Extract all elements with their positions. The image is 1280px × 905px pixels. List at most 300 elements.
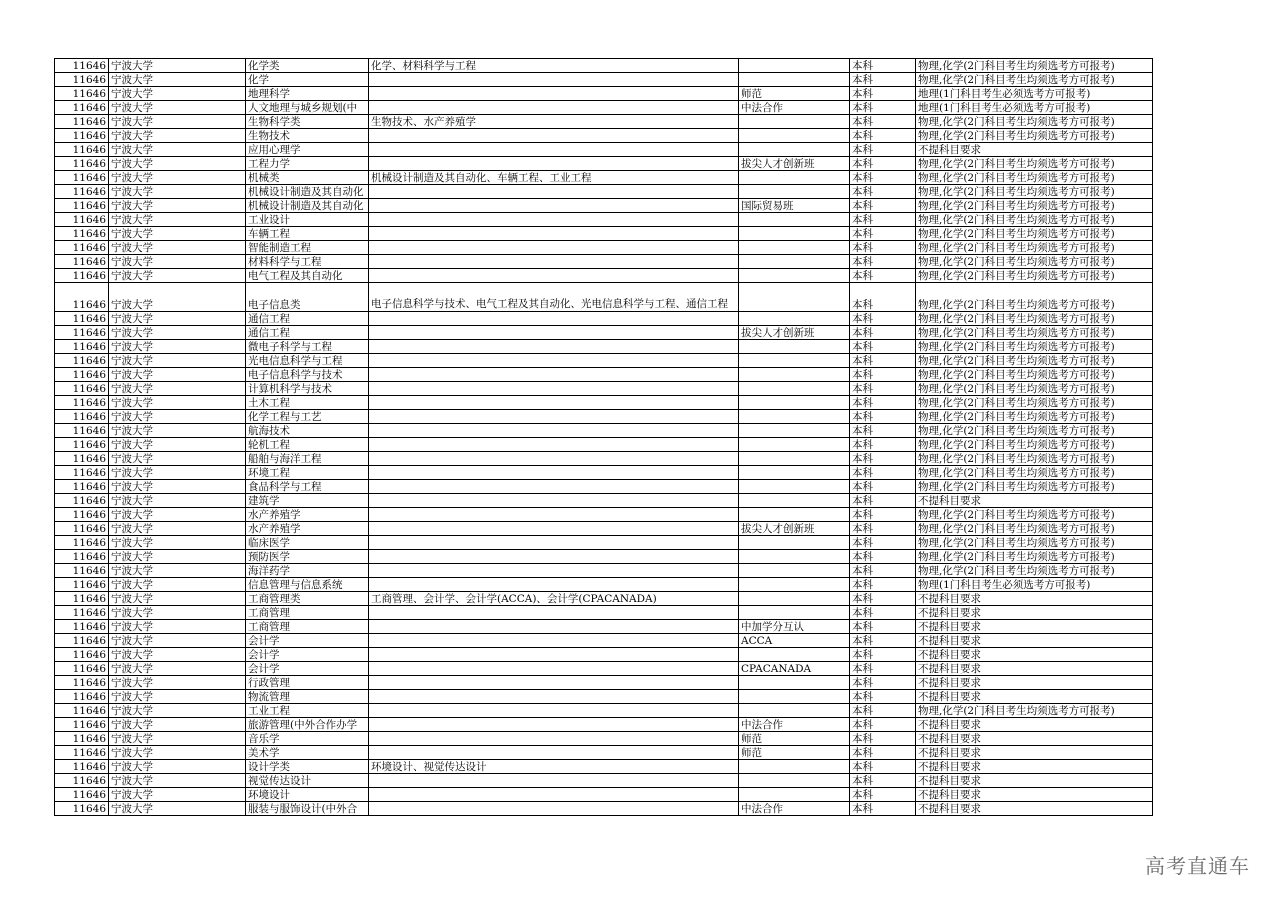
- school-name-cell: 宁波大学: [109, 410, 246, 424]
- table-row: [55, 382, 1153, 396]
- subject-requirement-cell: 物理,化学(2门科目考生均须选考方可报考): [916, 283, 1153, 312]
- table-row: [55, 241, 1153, 255]
- subject-requirement-cell: 物理,化学(2门科目考生均须选考方可报考): [916, 185, 1153, 199]
- table-row: [55, 452, 1153, 466]
- level-cell: 本科: [850, 774, 916, 788]
- school-name-cell: 宁波大学: [109, 396, 246, 410]
- major-name-cell: 生物科学类: [246, 115, 369, 129]
- remark-cell: [739, 171, 850, 185]
- school-code-cell: 11646: [55, 690, 109, 704]
- school-name-cell: 宁波大学: [109, 634, 246, 648]
- subject-requirement-cell: 不提科目要求: [916, 634, 1153, 648]
- included-majors-cell: 机械设计制造及其自动化、车辆工程、工业工程: [369, 171, 739, 185]
- level-cell: 本科: [850, 732, 916, 746]
- table-row: [55, 424, 1153, 438]
- remark-cell: [739, 648, 850, 662]
- remark-cell: [739, 424, 850, 438]
- level-cell: 本科: [850, 326, 916, 340]
- included-majors-cell: [369, 732, 739, 746]
- level-cell: 本科: [850, 564, 916, 578]
- school-name-cell: 宁波大学: [109, 199, 246, 213]
- school-name-cell: 宁波大学: [109, 185, 246, 199]
- table-row: [55, 522, 1153, 536]
- level-cell: 本科: [850, 157, 916, 171]
- level-cell: 本科: [850, 283, 916, 312]
- table-row: [55, 438, 1153, 452]
- subject-requirement-cell: 物理,化学(2门科目考生均须选考方可报考): [916, 466, 1153, 480]
- school-name-cell: 宁波大学: [109, 452, 246, 466]
- school-code-cell: 11646: [55, 115, 109, 129]
- remark-cell: [739, 59, 850, 73]
- school-code-cell: 11646: [55, 354, 109, 368]
- table-row: [55, 676, 1153, 690]
- included-majors-cell: [369, 746, 739, 760]
- remark-cell: [739, 774, 850, 788]
- level-cell: 本科: [850, 213, 916, 227]
- level-cell: 本科: [850, 760, 916, 774]
- level-cell: 本科: [850, 620, 916, 634]
- remark-cell: [739, 760, 850, 774]
- included-majors-cell: [369, 269, 739, 283]
- remark-cell: [739, 340, 850, 354]
- remark-cell: 中法合作: [739, 718, 850, 732]
- major-name-cell: 电子信息科学与技术: [246, 368, 369, 382]
- included-majors-cell: [369, 508, 739, 522]
- table-row: [55, 802, 1153, 816]
- subject-requirement-cell: 不提科目要求: [916, 494, 1153, 508]
- remark-cell: [739, 508, 850, 522]
- school-code-cell: 11646: [55, 508, 109, 522]
- school-code-cell: 11646: [55, 746, 109, 760]
- level-cell: 本科: [850, 410, 916, 424]
- level-cell: 本科: [850, 340, 916, 354]
- major-name-cell: 材料科学与工程: [246, 255, 369, 269]
- table-row: [55, 199, 1153, 213]
- subject-requirement-cell: 物理,化学(2门科目考生均须选考方可报考): [916, 508, 1153, 522]
- remark-cell: [739, 213, 850, 227]
- included-majors-cell: [369, 690, 739, 704]
- school-code-cell: 11646: [55, 157, 109, 171]
- major-name-cell: 临床医学: [246, 536, 369, 550]
- included-majors-cell: [369, 87, 739, 101]
- remark-cell: [739, 129, 850, 143]
- subject-requirement-cell: 不提科目要求: [916, 662, 1153, 676]
- school-code-cell: 11646: [55, 550, 109, 564]
- included-majors-cell: [369, 564, 739, 578]
- table-row: [55, 690, 1153, 704]
- level-cell: 本科: [850, 185, 916, 199]
- table-row: [55, 634, 1153, 648]
- school-code-cell: 11646: [55, 578, 109, 592]
- major-name-cell: 车辆工程: [246, 227, 369, 241]
- level-cell: 本科: [850, 592, 916, 606]
- major-name-cell: 化学工程与工艺: [246, 410, 369, 424]
- included-majors-cell: [369, 536, 739, 550]
- school-code-cell: 11646: [55, 129, 109, 143]
- level-cell: 本科: [850, 255, 916, 269]
- school-name-cell: 宁波大学: [109, 87, 246, 101]
- major-name-cell: 行政管理: [246, 676, 369, 690]
- level-cell: 本科: [850, 368, 916, 382]
- level-cell: 本科: [850, 718, 916, 732]
- remark-cell: [739, 704, 850, 718]
- level-cell: 本科: [850, 494, 916, 508]
- remark-cell: [739, 564, 850, 578]
- level-cell: 本科: [850, 550, 916, 564]
- school-code-cell: 11646: [55, 662, 109, 676]
- school-code-cell: 11646: [55, 606, 109, 620]
- included-majors-cell: [369, 704, 739, 718]
- major-name-cell: 光电信息科学与工程: [246, 354, 369, 368]
- level-cell: 本科: [850, 129, 916, 143]
- remark-cell: [739, 480, 850, 494]
- table-row: [55, 746, 1153, 760]
- school-name-cell: 宁波大学: [109, 241, 246, 255]
- subject-requirement-cell: 不提科目要求: [916, 760, 1153, 774]
- included-majors-cell: [369, 157, 739, 171]
- table-row: [55, 704, 1153, 718]
- remark-cell: [739, 606, 850, 620]
- subject-requirement-cell: 物理,化学(2门科目考生均须选考方可报考): [916, 199, 1153, 213]
- remark-cell: 师范: [739, 732, 850, 746]
- subject-requirement-cell: 不提科目要求: [916, 676, 1153, 690]
- school-code-cell: 11646: [55, 480, 109, 494]
- remark-cell: [739, 241, 850, 255]
- major-name-cell: 机械设计制造及其自动化: [246, 199, 369, 213]
- level-cell: 本科: [850, 312, 916, 326]
- subject-requirement-cell: 不提科目要求: [916, 802, 1153, 816]
- subject-requirement-cell: 物理,化学(2门科目考生均须选考方可报考): [916, 269, 1153, 283]
- watermark: 高考直通车: [1145, 854, 1250, 878]
- school-name-cell: 宁波大学: [109, 269, 246, 283]
- school-name-cell: 宁波大学: [109, 326, 246, 340]
- school-name-cell: 宁波大学: [109, 283, 246, 312]
- level-cell: 本科: [850, 802, 916, 816]
- school-code-cell: 11646: [55, 648, 109, 662]
- school-code-cell: 11646: [55, 522, 109, 536]
- school-code-cell: 11646: [55, 760, 109, 774]
- remark-cell: [739, 466, 850, 480]
- school-code-cell: 11646: [55, 101, 109, 115]
- major-name-cell: 美术学: [246, 746, 369, 760]
- level-cell: 本科: [850, 466, 916, 480]
- school-name-cell: 宁波大学: [109, 143, 246, 157]
- school-name-cell: 宁波大学: [109, 690, 246, 704]
- major-name-cell: 海洋药学: [246, 564, 369, 578]
- school-code-cell: 11646: [55, 466, 109, 480]
- major-name-cell: 船舶与海洋工程: [246, 452, 369, 466]
- subject-requirement-cell: 物理,化学(2门科目考生均须选考方可报考): [916, 241, 1153, 255]
- table-row: [55, 732, 1153, 746]
- included-majors-cell: [369, 312, 739, 326]
- major-name-cell: 水产养殖学: [246, 508, 369, 522]
- table-row: [55, 185, 1153, 199]
- subject-requirement-cell: 物理,化学(2门科目考生均须选考方可报考): [916, 550, 1153, 564]
- table-row: [55, 662, 1153, 676]
- remark-cell: [739, 578, 850, 592]
- level-cell: 本科: [850, 508, 916, 522]
- major-name-cell: 服装与服饰设计(中外合: [246, 802, 369, 816]
- level-cell: 本科: [850, 115, 916, 129]
- major-name-cell: 环境设计: [246, 788, 369, 802]
- school-code-cell: 11646: [55, 676, 109, 690]
- table-row: [55, 494, 1153, 508]
- subject-requirement-cell: 不提科目要求: [916, 648, 1153, 662]
- level-cell: 本科: [850, 634, 916, 648]
- included-majors-cell: [369, 185, 739, 199]
- level-cell: 本科: [850, 788, 916, 802]
- level-cell: 本科: [850, 171, 916, 185]
- table-row: [55, 143, 1153, 157]
- subject-requirement-cell: 地理(1门科目考生必须选考方可报考): [916, 101, 1153, 115]
- table-row: [55, 578, 1153, 592]
- remark-cell: [739, 676, 850, 690]
- subject-requirement-cell: 不提科目要求: [916, 690, 1153, 704]
- included-majors-cell: 工商管理、会计学、会计学(ACCA)、会计学(CPACANADA): [369, 592, 739, 606]
- school-code-cell: 11646: [55, 452, 109, 466]
- school-name-cell: 宁波大学: [109, 508, 246, 522]
- major-name-cell: 通信工程: [246, 326, 369, 340]
- school-code-cell: 11646: [55, 255, 109, 269]
- school-code-cell: 11646: [55, 227, 109, 241]
- table-row: [55, 564, 1153, 578]
- school-code-cell: 11646: [55, 382, 109, 396]
- subject-requirement-cell: 不提科目要求: [916, 774, 1153, 788]
- level-cell: 本科: [850, 452, 916, 466]
- table-row: [55, 396, 1153, 410]
- remark-cell: 拔尖人才创新班: [739, 522, 850, 536]
- school-name-cell: 宁波大学: [109, 312, 246, 326]
- major-name-cell: 机械设计制造及其自动化: [246, 185, 369, 199]
- school-name-cell: 宁波大学: [109, 494, 246, 508]
- school-name-cell: 宁波大学: [109, 129, 246, 143]
- subject-requirement-cell: 物理,化学(2门科目考生均须选考方可报考): [916, 340, 1153, 354]
- major-name-cell: 会计学: [246, 634, 369, 648]
- subject-requirement-cell: 不提科目要求: [916, 592, 1153, 606]
- school-code-cell: 11646: [55, 410, 109, 424]
- table-row: [55, 410, 1153, 424]
- included-majors-cell: [369, 227, 739, 241]
- subject-requirement-cell: 物理,化学(2门科目考生均须选考方可报考): [916, 227, 1153, 241]
- major-name-cell: 预防医学: [246, 550, 369, 564]
- level-cell: 本科: [850, 424, 916, 438]
- remark-cell: [739, 312, 850, 326]
- remark-cell: [739, 494, 850, 508]
- school-name-cell: 宁波大学: [109, 424, 246, 438]
- school-name-cell: 宁波大学: [109, 746, 246, 760]
- table-row: [55, 73, 1153, 87]
- subject-requirement-cell: 物理,化学(2门科目考生均须选考方可报考): [916, 115, 1153, 129]
- remark-cell: [739, 382, 850, 396]
- school-code-cell: 11646: [55, 171, 109, 185]
- subject-requirement-cell: 物理,化学(2门科目考生均须选考方可报考): [916, 326, 1153, 340]
- subject-requirement-cell: 物理,化学(2门科目考生均须选考方可报考): [916, 396, 1153, 410]
- school-code-cell: 11646: [55, 326, 109, 340]
- major-name-cell: 工业工程: [246, 704, 369, 718]
- level-cell: 本科: [850, 662, 916, 676]
- subject-requirement-cell: 物理,化学(2门科目考生均须选考方可报考): [916, 410, 1153, 424]
- table-row: [55, 115, 1153, 129]
- table-row: [55, 227, 1153, 241]
- school-name-cell: 宁波大学: [109, 788, 246, 802]
- subject-requirement-cell: 物理,化学(2门科目考生均须选考方可报考): [916, 480, 1153, 494]
- school-code-cell: 11646: [55, 396, 109, 410]
- table-row: [55, 788, 1153, 802]
- school-code-cell: 11646: [55, 185, 109, 199]
- subject-requirement-cell: 物理,化学(2门科目考生均须选考方可报考): [916, 354, 1153, 368]
- school-code-cell: 11646: [55, 536, 109, 550]
- school-name-cell: 宁波大学: [109, 171, 246, 185]
- included-majors-cell: [369, 802, 739, 816]
- level-cell: 本科: [850, 241, 916, 255]
- subject-requirement-cell: 物理,化学(2门科目考生均须选考方可报考): [916, 536, 1153, 550]
- included-majors-cell: [369, 452, 739, 466]
- level-cell: 本科: [850, 606, 916, 620]
- included-majors-cell: 化学、材料科学与工程: [369, 59, 739, 73]
- major-name-cell: 机械类: [246, 171, 369, 185]
- subject-requirement-cell: 物理,化学(2门科目考生均须选考方可报考): [916, 424, 1153, 438]
- level-cell: 本科: [850, 676, 916, 690]
- school-name-cell: 宁波大学: [109, 536, 246, 550]
- remark-cell: 师范: [739, 746, 850, 760]
- school-name-cell: 宁波大学: [109, 718, 246, 732]
- subject-requirement-cell: 物理,化学(2门科目考生均须选考方可报考): [916, 312, 1153, 326]
- school-code-cell: 11646: [55, 718, 109, 732]
- level-cell: 本科: [850, 59, 916, 73]
- table-row: [55, 157, 1153, 171]
- school-code-cell: 11646: [55, 73, 109, 87]
- school-code-cell: 11646: [55, 438, 109, 452]
- major-name-cell: 设计学类: [246, 760, 369, 774]
- table-row: [55, 255, 1153, 269]
- included-majors-cell: [369, 550, 739, 564]
- remark-cell: [739, 396, 850, 410]
- school-name-cell: 宁波大学: [109, 438, 246, 452]
- school-name-cell: 宁波大学: [109, 480, 246, 494]
- major-name-cell: 计算机科学与技术: [246, 382, 369, 396]
- major-name-cell: 工程力学: [246, 157, 369, 171]
- school-name-cell: 宁波大学: [109, 564, 246, 578]
- major-name-cell: 微电子科学与工程: [246, 340, 369, 354]
- included-majors-cell: [369, 466, 739, 480]
- school-name-cell: 宁波大学: [109, 676, 246, 690]
- included-majors-cell: [369, 676, 739, 690]
- included-majors-cell: [369, 326, 739, 340]
- remark-cell: [739, 227, 850, 241]
- table-row: [55, 368, 1153, 382]
- subject-requirement-cell: 地理(1门科目考生必须选考方可报考): [916, 87, 1153, 101]
- table-row: [55, 340, 1153, 354]
- school-code-cell: 11646: [55, 564, 109, 578]
- remark-cell: [739, 368, 850, 382]
- included-majors-cell: [369, 438, 739, 452]
- school-code-cell: 11646: [55, 704, 109, 718]
- included-majors-cell: [369, 143, 739, 157]
- table-row: [55, 550, 1153, 564]
- table-row: [55, 620, 1153, 634]
- table-row: [55, 648, 1153, 662]
- school-name-cell: 宁波大学: [109, 606, 246, 620]
- table-row: [55, 87, 1153, 101]
- remark-cell: [739, 115, 850, 129]
- admission-table: [54, 58, 1153, 816]
- included-majors-cell: [369, 255, 739, 269]
- included-majors-cell: [369, 396, 739, 410]
- school-code-cell: 11646: [55, 59, 109, 73]
- included-majors-cell: 生物技术、水产养殖学: [369, 115, 739, 129]
- school-name-cell: 宁波大学: [109, 157, 246, 171]
- major-name-cell: 食品科学与工程: [246, 480, 369, 494]
- school-code-cell: 11646: [55, 241, 109, 255]
- subject-requirement-cell: 物理,化学(2门科目考生均须选考方可报考): [916, 564, 1153, 578]
- major-name-cell: 工商管理: [246, 620, 369, 634]
- table-row: [55, 269, 1153, 283]
- included-majors-cell: [369, 354, 739, 368]
- remark-cell: 中法合作: [739, 101, 850, 115]
- level-cell: 本科: [850, 143, 916, 157]
- table-body: [55, 59, 1153, 816]
- remark-cell: [739, 452, 850, 466]
- table-row: [55, 466, 1153, 480]
- subject-requirement-cell: 不提科目要求: [916, 620, 1153, 634]
- school-code-cell: 11646: [55, 788, 109, 802]
- subject-requirement-cell: 物理,化学(2门科目考生均须选考方可报考): [916, 382, 1153, 396]
- table-row: [55, 718, 1153, 732]
- included-majors-cell: [369, 368, 739, 382]
- major-name-cell: 工商管理类: [246, 592, 369, 606]
- school-name-cell: 宁波大学: [109, 522, 246, 536]
- school-code-cell: 11646: [55, 368, 109, 382]
- remark-cell: CPACANADA: [739, 662, 850, 676]
- school-code-cell: 11646: [55, 213, 109, 227]
- school-code-cell: 11646: [55, 592, 109, 606]
- included-majors-cell: [369, 340, 739, 354]
- school-code-cell: 11646: [55, 143, 109, 157]
- included-majors-cell: [369, 424, 739, 438]
- level-cell: 本科: [850, 354, 916, 368]
- included-majors-cell: [369, 101, 739, 115]
- included-majors-cell: [369, 241, 739, 255]
- remark-cell: ACCA: [739, 634, 850, 648]
- remark-cell: [739, 255, 850, 269]
- school-name-cell: 宁波大学: [109, 620, 246, 634]
- school-name-cell: 宁波大学: [109, 466, 246, 480]
- included-majors-cell: [369, 648, 739, 662]
- remark-cell: [739, 185, 850, 199]
- subject-requirement-cell: 不提科目要求: [916, 746, 1153, 760]
- level-cell: 本科: [850, 536, 916, 550]
- major-name-cell: 航海技术: [246, 424, 369, 438]
- remark-cell: [739, 283, 850, 312]
- subject-requirement-cell: 物理,化学(2门科目考生均须选考方可报考): [916, 704, 1153, 718]
- subject-requirement-cell: 物理,化学(2门科目考生均须选考方可报考): [916, 171, 1153, 185]
- remark-cell: [739, 592, 850, 606]
- table-row: [55, 171, 1153, 185]
- subject-requirement-cell: 物理,化学(2门科目考生均须选考方可报考): [916, 157, 1153, 171]
- subject-requirement-cell: 物理,化学(2门科目考生均须选考方可报考): [916, 129, 1153, 143]
- table-row: [55, 606, 1153, 620]
- school-code-cell: 11646: [55, 802, 109, 816]
- subject-requirement-cell: 物理,化学(2门科目考生均须选考方可报考): [916, 213, 1153, 227]
- major-name-cell: 视觉传达设计: [246, 774, 369, 788]
- major-name-cell: 地理科学: [246, 87, 369, 101]
- major-name-cell: 环境工程: [246, 466, 369, 480]
- school-name-cell: 宁波大学: [109, 354, 246, 368]
- included-majors-cell: [369, 774, 739, 788]
- remark-cell: 拔尖人才创新班: [739, 326, 850, 340]
- included-majors-cell: [369, 620, 739, 634]
- included-majors-cell: [369, 494, 739, 508]
